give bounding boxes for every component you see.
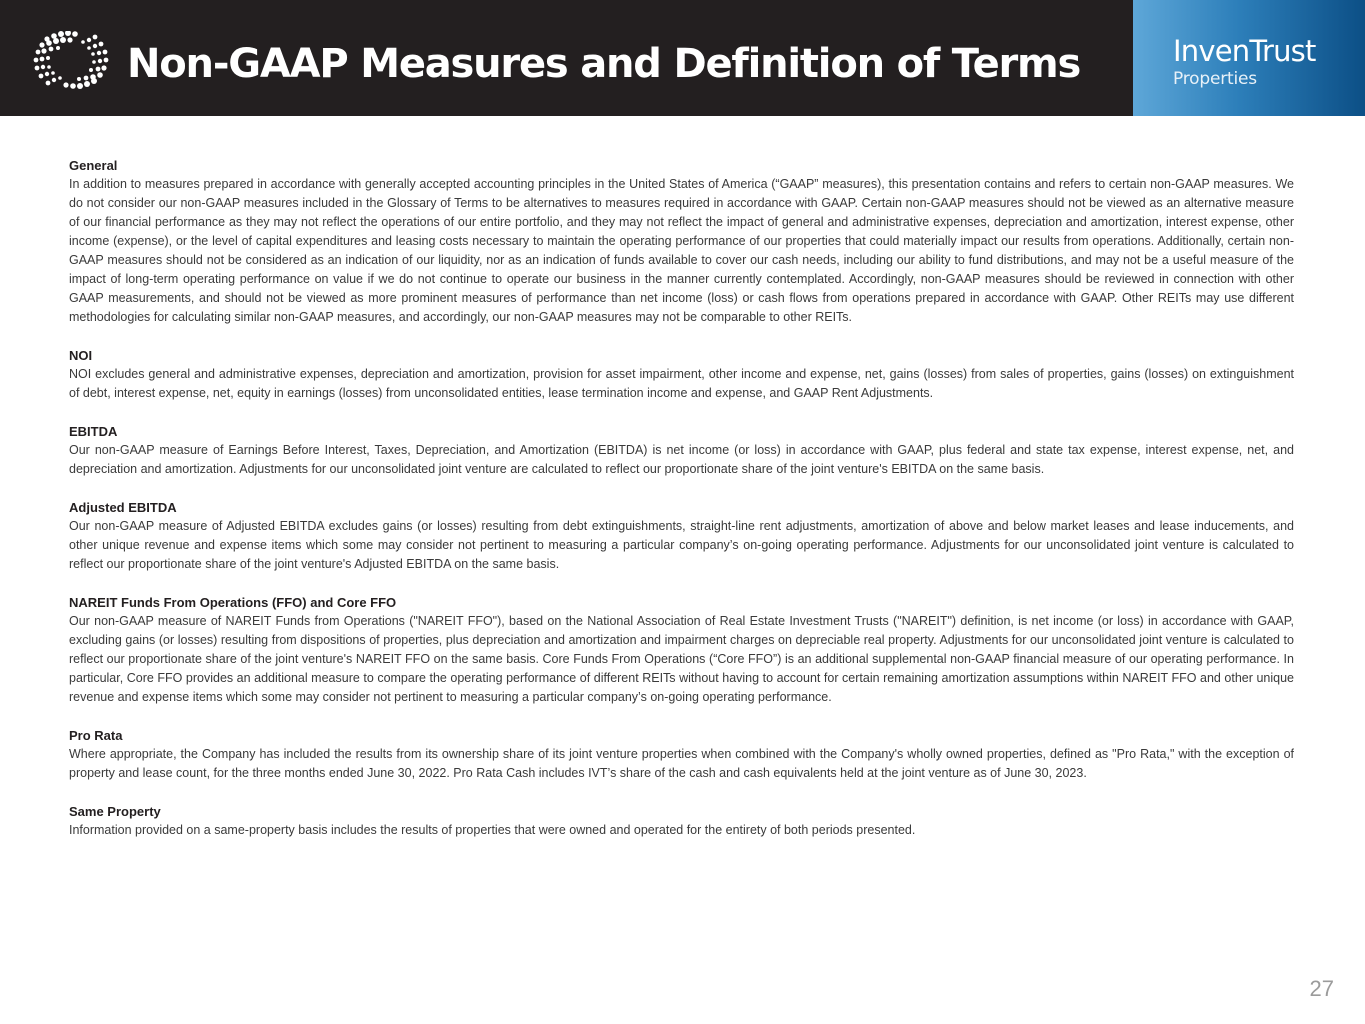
section-same-property <box>69 802 1294 840</box>
page-title: Non-GAAP Measures and Definition of Terms <box>127 41 1081 87</box>
definitions-content <box>69 156 1294 859</box>
header-bar <box>0 0 1365 116</box>
section-heading: Adjusted EBITDA <box>69 500 177 515</box>
section-body: Where appropriate, the Company has included the results from its ownership share of its joint venture properties when combined with the Company's wholly owned properties, defined as "Pro Rata," with the exception of property and lease count, for the three months ended June 30, 2022. Pro Rata Cash includes IVT’s share of the cash and cash equivalents held at the joint venture as of June 30, 2023. <box>69 747 1294 780</box>
company-logo-icon <box>33 31 109 89</box>
brand-subtitle: Properties <box>1173 69 1257 89</box>
section-heading: NOI <box>69 348 93 363</box>
section-adjusted-ebitda <box>69 498 1294 574</box>
page-number: 27 <box>1309 976 1334 1001</box>
section-ebitda <box>69 422 1294 479</box>
section-general <box>69 156 1294 327</box>
section-pro-rata <box>69 726 1294 783</box>
section-heading: Pro Rata <box>69 728 123 743</box>
section-heading: Same Property <box>69 804 161 819</box>
brand-name: InvenTrust <box>1173 34 1316 68</box>
section-body: Our non-GAAP measure of NAREIT Funds from Operations ("NAREIT FFO"), based on the National Association of Real Estate Investment Trusts ("NAREIT") definition, is net income (or loss) in accordance with GAAP, excluding gains (or losses) resulting from dispositions of properties, plus depreciation and amortization and impairment charges on depreciable real property. Adjustments for our unconsolidated joint venture is calculated to reflect our proportionate share of the joint venture's NAREIT FFO on the same basis. Core Funds From Operations (“Core FFO”) is an additional supplemental non-GAAP financial measure of our operating performance. In particular, Core FFO provides an additional measure to compare the operating performance of different REITs without having to account for certain remaining amortization assumptions within NAREIT FFO and other unique revenue and expense items which some may consider not pertinent to measuring a particular company’s on-going operating performance. <box>69 614 1294 704</box>
section-heading: EBITDA <box>69 424 118 439</box>
section-body: In addition to measures prepared in accordance with generally accepted accounting principles in the United States of America (“GAAP” measures), this presentation contains and refers to certain non-GAAP measures. We do not consider our non-GAAP measures included in the Glossary of Terms to be alternatives to measures required in accordance with GAAP. Certain non-GAAP measures should not be viewed as an alternative measure of our financial performance as they may not reflect the operations of our entire portfolio, and they may not reflect the impact of general and administrative expenses, depreciation and amortization, interest expense, other income (expense), or the level of capital expenditures and leasing costs necessary to maintain the operating performance of our properties that could materially impact our results from operations. Additionally, certain non-GAAP measures should not be considered as an indication of our liquidity, nor as an indication of funds available to cover our cash needs, including our ability to fund distributions, and may not be a useful measure of the impact of long-term operating performance on value if we do not continue to operate our business in the manner currently contemplated. Accordingly, non-GAAP measures should be reviewed in connection with other GAAP measurements, and should not be viewed as more prominent measures of performance than net income (loss) or cash flows from operations prepared in accordance with GAAP. Other REITs may use different methodologies for calculating similar non-GAAP measures, and accordingly, our non-GAAP measures may not be comparable to other REITs. <box>69 177 1294 324</box>
section-nareit-ffo <box>69 593 1294 707</box>
section-body: Information provided on a same-property basis includes the results of properties that were owned and operated for the entirety of both periods presented. <box>69 823 916 837</box>
section-body: Our non-GAAP measure of Earnings Before Interest, Taxes, Depreciation, and Amortization (EBITDA) is net income (or loss) in accordance with GAAP, plus federal and state tax expense, interest expense, net, and depreciation and amortization. Adjustments for our unconsolidated joint venture are calculated to reflect our proportionate share of the joint venture's EBITDA on the same basis. <box>69 443 1294 476</box>
section-body: Our non-GAAP measure of Adjusted EBITDA excludes gains (or losses) resulting from debt extinguishments, straight-line rent adjustments, amortization of above and below market leases and lease inducements, and other unique revenue and expense items which some may consider not pertinent to measuring a particular company’s on-going operating performance. Adjustments for our unconsolidated joint venture is calculated to reflect our proportionate share of the joint venture's Adjusted EBITDA on the same basis. <box>69 519 1294 571</box>
brand-block <box>1133 0 1365 116</box>
section-body: NOI excludes general and administrative expenses, depreciation and amortization, provision for asset impairment, other income and expense, net, gains (losses) from sales of properties, gains (losses) on extinguishment of debt, interest expense, net, equity in earnings (losses) from unconsolidated entities, lease termination income and expense, and GAAP Rent Adjustments. <box>69 367 1294 400</box>
section-heading: General <box>69 158 118 173</box>
section-heading: NAREIT Funds From Operations (FFO) and Core FFO <box>69 595 397 610</box>
section-noi <box>69 346 1294 403</box>
